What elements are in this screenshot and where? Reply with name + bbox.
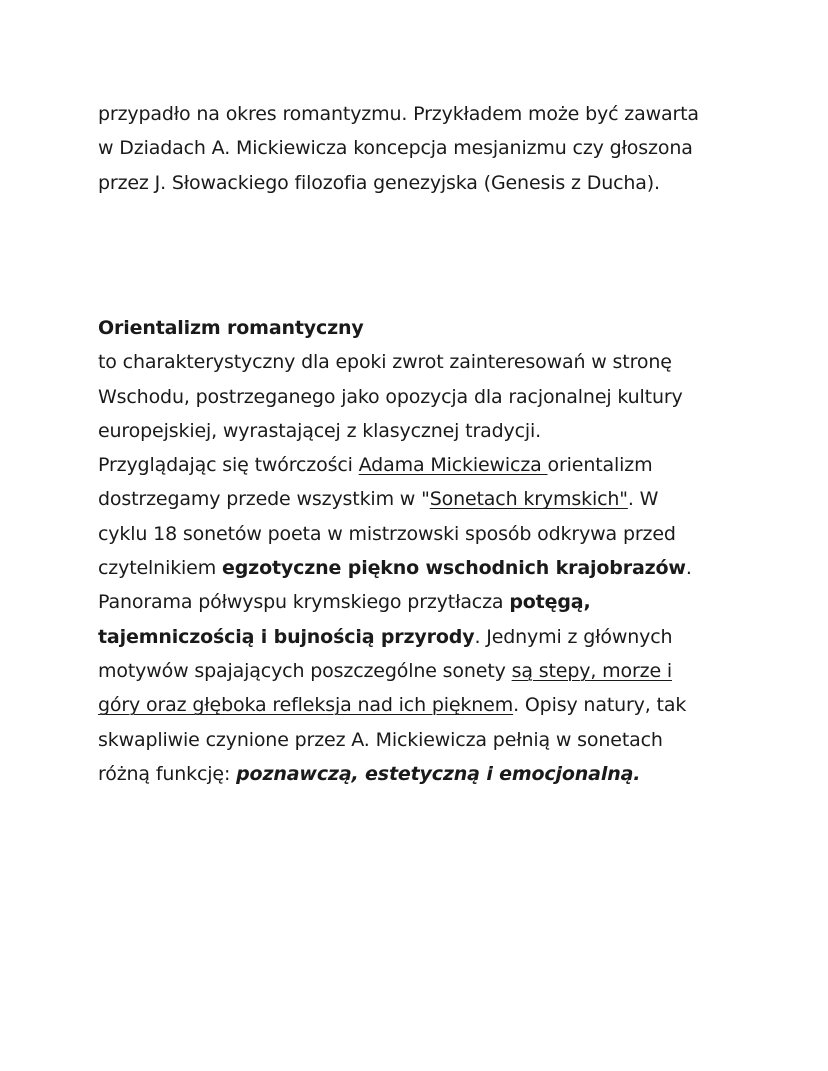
bold-italic-text: poznawczą, estetyczną i emocjonalną. bbox=[236, 762, 641, 785]
text-segment: . Opisy natury, tak bbox=[513, 694, 687, 717]
bold-text: egzotyczne piękno wschodnich krajobrazów bbox=[221, 557, 686, 580]
paragraph-line: Wschodu, postrzeganego jako opozycja dla racjonalnej kultury bbox=[98, 385, 683, 408]
text-segment: czytelnikiem bbox=[98, 557, 222, 580]
paragraph-line: europejskiej, wyrastającej z klasycznej tradycji. bbox=[98, 419, 542, 442]
text-segment: różną funkcję: bbox=[98, 762, 237, 785]
paragraph-line: skwapliwie czynione przez A. Mickiewicza pełnią w sonetach bbox=[98, 728, 663, 751]
text-segment: orientalizm bbox=[547, 454, 653, 477]
paragraph-line bbox=[98, 757, 738, 791]
bold-text: potęgą, bbox=[509, 591, 591, 614]
paragraph-line bbox=[98, 688, 738, 722]
intro-line: przez J. Słowackiego filozofia genezyjska (Genesis z Ducha). bbox=[98, 171, 660, 194]
paragraph-line: cyklu 18 sonetów poeta w mistrzowski sposób odkrywa przed bbox=[98, 522, 676, 545]
paragraph-line bbox=[98, 620, 738, 654]
paragraph-line bbox=[98, 551, 738, 585]
text-segment: motywów spajających poszczególne sonety bbox=[98, 659, 512, 682]
paragraph-line bbox=[98, 448, 738, 482]
section-heading: Orientalizm romantyczny bbox=[98, 317, 364, 339]
underlined-text: góry oraz głęboka refleksja nad ich pięknem bbox=[98, 694, 514, 717]
text-segment: . Jednymi z głównych bbox=[474, 625, 673, 648]
underlined-text: są stepy, morze i bbox=[511, 659, 673, 682]
intro-paragraph bbox=[98, 97, 738, 200]
text-segment: . W bbox=[627, 488, 659, 511]
paragraph-line: to charakterystyczny dla epoki zwrot zainteresowań w stronę bbox=[98, 351, 672, 374]
author-link[interactable]: Adama Mickiewicza bbox=[358, 454, 548, 477]
paragraph-line bbox=[98, 585, 738, 619]
paragraph-line bbox=[98, 654, 738, 688]
text-segment: Panorama półwyspu krymskiego przytłacza bbox=[98, 591, 510, 614]
paragraph-line bbox=[98, 482, 738, 516]
intro-line: przypadło na okres romantyzmu. Przykładem może być zawarta bbox=[98, 103, 699, 125]
text-segment: . bbox=[685, 557, 692, 580]
intro-line: w Dziadach A. Mickiewicza koncepcja mesjanizmu czy głoszona bbox=[98, 137, 693, 160]
text-segment: dostrzegamy przede wszystkim w " bbox=[98, 488, 430, 511]
bold-text: tajemniczością i bujnością przyrody bbox=[98, 625, 475, 648]
orientalism-section bbox=[98, 311, 738, 791]
sonnets-link[interactable]: Sonetach krymskich" bbox=[429, 488, 628, 511]
text-segment: Przyglądając się twórczości bbox=[98, 454, 359, 477]
